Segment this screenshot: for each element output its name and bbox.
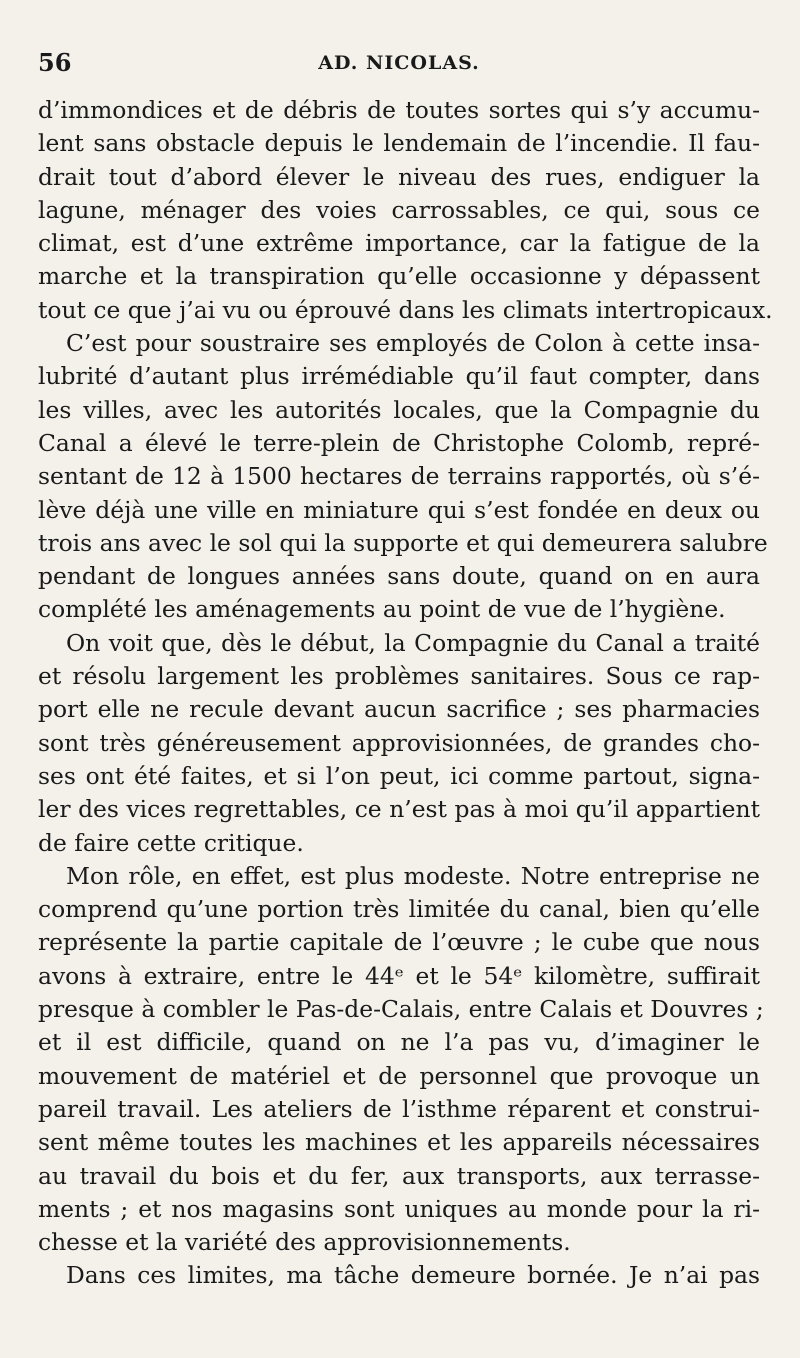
text-line: climat, est d’une extrême importance, car la fatigue de la [38, 229, 760, 258]
text-line: ses ont été faites, et si l’on peut, ici comme partout, signa- [38, 761, 760, 790]
text-line: chesse et la variété des approvisionnements. [38, 1228, 571, 1257]
text-line: et résolu largement les problèmes sanitaires. Sous ce rap- [38, 662, 760, 691]
page-header [38, 48, 760, 88]
text-line: drait tout d’abord élever le niveau des rues, endiguer la [38, 162, 760, 191]
text-line: pareil travail. Les ateliers de l’isthme réparent et construi- [38, 1094, 760, 1123]
text-line: avons à extraire, entre le 44ᵉ et le 54ᵉ kilomètre, suffirait [38, 961, 760, 990]
page-number: 56 [38, 48, 72, 77]
text-line: presque à combler le Pas-de-Calais, entre Calais et Douvres ; [38, 995, 764, 1024]
text-line: de faire cette critique. [38, 828, 304, 857]
text-line: d’immondices et de débris de toutes sortes qui s’y accumu- [38, 96, 760, 124]
paragraph [38, 627, 760, 860]
text-line: ments ; et nos magasins sont uniques au monde pour la ri- [38, 1194, 760, 1223]
text-line: au travail du bois et du fer, aux transports, aux terrasse- [38, 1161, 760, 1190]
text-line: complété les aménagements au point de vue de l’hygiène. [38, 595, 726, 624]
running-title: AD. NICOLAS. [318, 52, 480, 74]
paragraph [38, 327, 768, 627]
text-line: et il est difficile, quand on ne l’a pas vu, d’imaginer le [38, 1028, 760, 1057]
text-line: comprend qu’une portion très limitée du canal, bien qu’elle [38, 895, 760, 924]
text-line: lagune, ménager des voies carrossables, ce qui, sous ce [38, 195, 760, 224]
text-line: sont très généreusement approvisionnées, de grandes cho- [38, 728, 760, 757]
text-line: pendant de longues années sans doute, quand on en aura [38, 562, 760, 591]
text-line: C’est pour soustraire ses employés de Colon à cette insa- [66, 329, 760, 358]
text-line: sent même toutes les machines et les appareils nécessaires [38, 1128, 760, 1157]
text-line: port elle ne recule devant aucun sacrifice ; ses pharmacies [38, 695, 760, 724]
text-line: ler des vices regrettables, ce n’est pas à moi qu’il appartient [38, 795, 760, 824]
text-line: lent sans obstacle depuis le lendemain de l’incendie. Il fau- [38, 129, 760, 158]
text-line: mouvement de matériel et de personnel que provoque un [38, 1061, 760, 1090]
text-line: lubrité d’autant plus irrémédiable qu’il faut compter, dans [38, 362, 760, 391]
paragraph [38, 860, 764, 1260]
text-line: les villes, avec les autorités locales, que la Compagnie du [38, 395, 760, 424]
text-line: Canal a élevé le terre-plein de Christophe Colomb, repré- [38, 428, 760, 457]
text-line: Dans ces limites, ma tâche demeure bornée. Je n’ai pas [66, 1261, 760, 1290]
text-line: Mon rôle, en effet, est plus modeste. Notre entreprise ne [66, 861, 760, 890]
text-line: lève déjà une ville en miniature qui s’est fondée en deux ou [38, 495, 760, 524]
body-text [38, 94, 773, 1293]
text-line: marche et la transpiration qu’elle occasionne y dépassent [38, 262, 760, 291]
paragraph [38, 94, 773, 327]
text-line: trois ans avec le sol qui la supporte et qui demeurera salubre [38, 528, 768, 557]
text-line: représente la partie capitale de l’œuvre ; le cube que nous [38, 928, 760, 957]
paragraph [38, 1259, 760, 1292]
text-line: On voit que, dès le début, la Compagnie du Canal a traité [66, 628, 760, 657]
text-line: sentant de 12 à 1500 hectares de terrains rapportés, où s’é- [38, 462, 760, 491]
text-line: tout ce que j’ai vu ou éprouvé dans les climats intertropicaux. [38, 295, 773, 324]
